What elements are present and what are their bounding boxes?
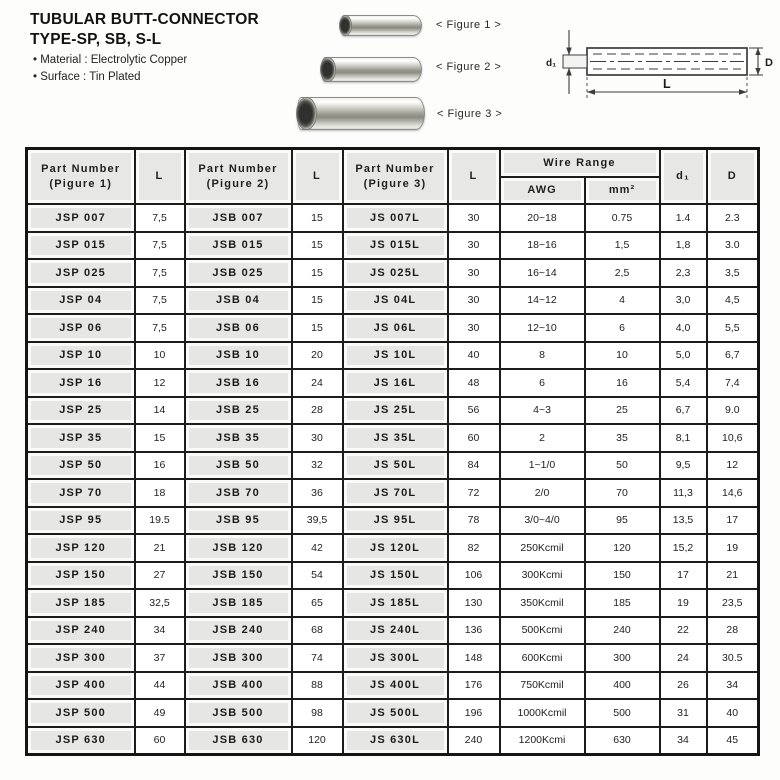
part-number-cell: JSP 06 <box>27 314 135 342</box>
value-cell: 34 <box>707 672 759 700</box>
value-cell: 12 <box>135 369 185 397</box>
value-cell: 19.5 <box>135 507 185 535</box>
tube-photo-figure3 <box>297 97 425 130</box>
value-cell: 22 <box>660 617 707 645</box>
value-cell: 2 <box>500 424 585 452</box>
table-row <box>27 479 759 507</box>
value-cell: 5,5 <box>707 314 759 342</box>
page-title-line1: TUBULAR BUTT-CONNECTOR <box>30 11 259 28</box>
value-cell: 3.0 <box>707 232 759 260</box>
value-cell: 14 <box>135 397 185 425</box>
dimension-diagram <box>543 24 777 112</box>
value-cell: 250Kcmil <box>500 534 585 562</box>
value-cell: 300Kcmi <box>500 562 585 590</box>
col-header-length-fig2: L <box>292 149 343 205</box>
table-row <box>27 644 759 672</box>
value-cell: 500 <box>585 699 660 727</box>
value-cell: 350Kcmil <box>500 589 585 617</box>
part-number-cell: JSB 240 <box>185 617 292 645</box>
part-number-cell: JSP 25 <box>27 397 135 425</box>
table-row <box>27 617 759 645</box>
tube-bore-icon <box>320 57 336 82</box>
value-cell: 39,5 <box>292 507 343 535</box>
value-cell: 400 <box>585 672 660 700</box>
part-number-cell: JS 007L <box>343 204 448 232</box>
table-row <box>27 672 759 700</box>
diagram-D-label: D <box>765 57 773 69</box>
part-number-cell: JSB 06 <box>185 314 292 342</box>
tube-bore-icon <box>339 15 352 36</box>
part-number-cell: JS 300L <box>343 644 448 672</box>
part-number-cell: JSP 95 <box>27 507 135 535</box>
part-number-cell: JSP 10 <box>27 342 135 370</box>
table-row <box>27 589 759 617</box>
value-cell: 50 <box>585 452 660 480</box>
value-cell: 7,5 <box>135 314 185 342</box>
value-cell: 37 <box>135 644 185 672</box>
part-number-cell: JS 025L <box>343 259 448 287</box>
value-cell: 42 <box>292 534 343 562</box>
value-cell: 15 <box>135 424 185 452</box>
value-cell: 16 <box>585 369 660 397</box>
value-cell: 6 <box>500 369 585 397</box>
tube-photo-figure2 <box>321 57 422 82</box>
value-cell: 1~1/0 <box>500 452 585 480</box>
value-cell: 11,3 <box>660 479 707 507</box>
figure3-label: < Figure 3 > <box>437 108 503 120</box>
value-cell: 60 <box>135 727 185 755</box>
value-cell: 31 <box>660 699 707 727</box>
part-number-cell: JSP 630 <box>27 727 135 755</box>
value-cell: 45 <box>707 727 759 755</box>
value-cell: 17 <box>707 507 759 535</box>
value-cell: 44 <box>135 672 185 700</box>
value-cell: 70 <box>585 479 660 507</box>
value-cell: 7,5 <box>135 232 185 260</box>
value-cell: 16 <box>135 452 185 480</box>
value-cell: 32,5 <box>135 589 185 617</box>
value-cell: 15 <box>292 287 343 315</box>
value-cell: 12 <box>707 452 759 480</box>
value-cell: 30 <box>292 424 343 452</box>
value-cell: 3,0 <box>660 287 707 315</box>
diagram-d1-label: d₁ <box>546 58 557 69</box>
value-cell: 21 <box>707 562 759 590</box>
value-cell: 18 <box>135 479 185 507</box>
part-number-cell: JS 95L <box>343 507 448 535</box>
page-title <box>30 10 259 50</box>
value-cell: 65 <box>292 589 343 617</box>
value-cell: 0.75 <box>585 204 660 232</box>
value-cell: 2/0 <box>500 479 585 507</box>
value-cell: 300 <box>585 644 660 672</box>
table-header <box>27 149 759 205</box>
value-cell: 7,5 <box>135 204 185 232</box>
part-number-cell: JS 185L <box>343 589 448 617</box>
part-number-cell: JSB 04 <box>185 287 292 315</box>
value-cell: 30 <box>448 314 500 342</box>
tube-bore-icon <box>296 97 317 130</box>
value-cell: 630 <box>585 727 660 755</box>
value-cell: 20~18 <box>500 204 585 232</box>
table-row <box>27 534 759 562</box>
value-cell: 176 <box>448 672 500 700</box>
part-number-cell: JSP 150 <box>27 562 135 590</box>
value-cell: 15 <box>292 204 343 232</box>
part-number-cell: JSP 50 <box>27 452 135 480</box>
value-cell: 34 <box>135 617 185 645</box>
table-row <box>27 314 759 342</box>
part-number-cell: JSB 150 <box>185 562 292 590</box>
value-cell: 28 <box>292 397 343 425</box>
value-cell: 2,3 <box>660 259 707 287</box>
part-number-cell: JSB 025 <box>185 259 292 287</box>
part-number-cell: JSB 50 <box>185 452 292 480</box>
col-header-wire-range: Wire Range <box>500 149 660 178</box>
value-cell: 30.5 <box>707 644 759 672</box>
part-number-cell: JSB 630 <box>185 727 292 755</box>
part-number-cell: JS 10L <box>343 342 448 370</box>
diagram-L-label: L <box>663 77 671 91</box>
value-cell: 17 <box>660 562 707 590</box>
value-cell: 23,5 <box>707 589 759 617</box>
value-cell: 34 <box>660 727 707 755</box>
part-number-cell: JSP 240 <box>27 617 135 645</box>
part-number-cell: JSP 185 <box>27 589 135 617</box>
value-cell: 9,5 <box>660 452 707 480</box>
part-number-cell: JSP 04 <box>27 287 135 315</box>
part-number-cell: JS 50L <box>343 452 448 480</box>
value-cell: 2.3 <box>707 204 759 232</box>
value-cell: 6 <box>585 314 660 342</box>
value-cell: 16~14 <box>500 259 585 287</box>
value-cell: 240 <box>585 617 660 645</box>
value-cell: 4,5 <box>707 287 759 315</box>
value-cell: 19 <box>660 589 707 617</box>
value-cell: 9.0 <box>707 397 759 425</box>
value-cell: 21 <box>135 534 185 562</box>
part-number-cell: JSB 500 <box>185 699 292 727</box>
part-number-cell: JSB 300 <box>185 644 292 672</box>
figure1-label: < Figure 1 > <box>436 19 502 31</box>
part-number-cell: JSB 120 <box>185 534 292 562</box>
col-header-mm2: mm² <box>585 177 660 204</box>
value-cell: 1000Kcmil <box>500 699 585 727</box>
part-number-cell: JSP 16 <box>27 369 135 397</box>
part-number-cell: JSB 015 <box>185 232 292 260</box>
value-cell: 500Kcmi <box>500 617 585 645</box>
part-number-cell: JSB 35 <box>185 424 292 452</box>
col-header-length-fig1: L <box>135 149 185 205</box>
part-number-cell: JSP 400 <box>27 672 135 700</box>
part-number-cell: JSB 007 <box>185 204 292 232</box>
value-cell: 60 <box>448 424 500 452</box>
value-cell: 4,0 <box>660 314 707 342</box>
value-cell: 30 <box>448 204 500 232</box>
value-cell: 30 <box>448 287 500 315</box>
value-cell: 40 <box>448 342 500 370</box>
table-row <box>27 452 759 480</box>
value-cell: 2,5 <box>585 259 660 287</box>
part-number-cell: JSP 007 <box>27 204 135 232</box>
value-cell: 84 <box>448 452 500 480</box>
part-number-cell: JSB 95 <box>185 507 292 535</box>
spec-table <box>25 147 760 756</box>
value-cell: 136 <box>448 617 500 645</box>
value-cell: 10 <box>135 342 185 370</box>
part-number-cell: JSB 10 <box>185 342 292 370</box>
value-cell: 120 <box>585 534 660 562</box>
part-number-cell: JS 04L <box>343 287 448 315</box>
table-row <box>27 369 759 397</box>
value-cell: 88 <box>292 672 343 700</box>
table-row <box>27 259 759 287</box>
table-row <box>27 562 759 590</box>
part-number-cell: JSP 35 <box>27 424 135 452</box>
value-cell: 8,1 <box>660 424 707 452</box>
part-number-cell: JSB 16 <box>185 369 292 397</box>
value-cell: 12~10 <box>500 314 585 342</box>
col-header-awg: AWG <box>500 177 585 204</box>
value-cell: 1,5 <box>585 232 660 260</box>
part-number-cell: JS 150L <box>343 562 448 590</box>
value-cell: 1200Kcmi <box>500 727 585 755</box>
value-cell: 10 <box>585 342 660 370</box>
value-cell: 10,6 <box>707 424 759 452</box>
value-cell: 1.4 <box>660 204 707 232</box>
part-number-cell: JSB 400 <box>185 672 292 700</box>
part-number-cell: JSB 25 <box>185 397 292 425</box>
value-cell: 95 <box>585 507 660 535</box>
value-cell: 106 <box>448 562 500 590</box>
value-cell: 35 <box>585 424 660 452</box>
part-number-cell: JSB 70 <box>185 479 292 507</box>
value-cell: 15 <box>292 314 343 342</box>
value-cell: 78 <box>448 507 500 535</box>
value-cell: 18~16 <box>500 232 585 260</box>
value-cell: 49 <box>135 699 185 727</box>
value-cell: 68 <box>292 617 343 645</box>
value-cell: 19 <box>707 534 759 562</box>
value-cell: 15 <box>292 232 343 260</box>
value-cell: 8 <box>500 342 585 370</box>
part-number-cell: JS 70L <box>343 479 448 507</box>
value-cell: 24 <box>292 369 343 397</box>
part-number-cell: JS 630L <box>343 727 448 755</box>
part-number-cell: JS 120L <box>343 534 448 562</box>
value-cell: 6,7 <box>660 397 707 425</box>
part-number-cell: JSP 025 <box>27 259 135 287</box>
table-row <box>27 232 759 260</box>
value-cell: 32 <box>292 452 343 480</box>
value-cell: 20 <box>292 342 343 370</box>
value-cell: 13,5 <box>660 507 707 535</box>
part-number-cell: JSP 500 <box>27 699 135 727</box>
value-cell: 28 <box>707 617 759 645</box>
part-number-cell: JSB 185 <box>185 589 292 617</box>
value-cell: 40 <box>707 699 759 727</box>
value-cell: 4~3 <box>500 397 585 425</box>
part-number-cell: JSP 120 <box>27 534 135 562</box>
col-header-part-number-fig1: Part Number (Pigure 1) <box>27 149 135 205</box>
part-number-cell: JSP 70 <box>27 479 135 507</box>
value-cell: 6,7 <box>707 342 759 370</box>
value-cell: 185 <box>585 589 660 617</box>
value-cell: 130 <box>448 589 500 617</box>
value-cell: 600Kcmi <box>500 644 585 672</box>
table-row <box>27 699 759 727</box>
value-cell: 148 <box>448 644 500 672</box>
value-cell: 240 <box>448 727 500 755</box>
value-cell: 15 <box>292 259 343 287</box>
value-cell: 3/0~4/0 <box>500 507 585 535</box>
value-cell: 150 <box>585 562 660 590</box>
value-cell: 25 <box>585 397 660 425</box>
value-cell: 7,5 <box>135 287 185 315</box>
part-number-cell: JSP 300 <box>27 644 135 672</box>
table-row <box>27 287 759 315</box>
value-cell: 7,5 <box>135 259 185 287</box>
col-header-part-number-fig3: Part Number (Pigure 3) <box>343 149 448 205</box>
col-header-length-fig3: L <box>448 149 500 205</box>
table-row <box>27 204 759 232</box>
value-cell: 3,5 <box>707 259 759 287</box>
value-cell: 7,4 <box>707 369 759 397</box>
part-number-cell: JS 35L <box>343 424 448 452</box>
part-number-cell: JS 25L <box>343 397 448 425</box>
table-row <box>27 727 759 755</box>
material-bullet: • Material : Electrolytic Copper <box>33 54 188 66</box>
value-cell: 74 <box>292 644 343 672</box>
value-cell: 26 <box>660 672 707 700</box>
tube-photo-figure1 <box>340 15 422 36</box>
spec-bullets <box>33 52 187 87</box>
value-cell: 56 <box>448 397 500 425</box>
part-number-cell: JS 16L <box>343 369 448 397</box>
value-cell: 14,6 <box>707 479 759 507</box>
value-cell: 14~12 <box>500 287 585 315</box>
part-number-cell: JS 240L <box>343 617 448 645</box>
surface-bullet: • Surface : Tin Plated <box>33 71 141 84</box>
col-header-part-number-fig2: Part Number (Pigure 2) <box>185 149 292 205</box>
value-cell: 24 <box>660 644 707 672</box>
table-body <box>27 204 759 755</box>
value-cell: 120 <box>292 727 343 755</box>
value-cell: 30 <box>448 232 500 260</box>
value-cell: 54 <box>292 562 343 590</box>
value-cell: 48 <box>448 369 500 397</box>
part-number-cell: JS 400L <box>343 672 448 700</box>
value-cell: 1,8 <box>660 232 707 260</box>
value-cell: 5,0 <box>660 342 707 370</box>
value-cell: 15,2 <box>660 534 707 562</box>
table-row <box>27 424 759 452</box>
value-cell: 4 <box>585 287 660 315</box>
part-number-cell: JS 06L <box>343 314 448 342</box>
part-number-cell: JS 500L <box>343 699 448 727</box>
part-number-cell: JSP 015 <box>27 232 135 260</box>
part-number-cell: JS 015L <box>343 232 448 260</box>
table-row <box>27 342 759 370</box>
col-header-inner-diameter: d₁ <box>660 149 707 205</box>
value-cell: 36 <box>292 479 343 507</box>
value-cell: 72 <box>448 479 500 507</box>
col-header-outer-diameter: D <box>707 149 759 205</box>
page-title-line2: TYPE-SP, SB, S-L <box>30 30 162 48</box>
value-cell: 30 <box>448 259 500 287</box>
figure2-label: < Figure 2 > <box>436 61 502 73</box>
value-cell: 750Kcmil <box>500 672 585 700</box>
value-cell: 196 <box>448 699 500 727</box>
table-row <box>27 507 759 535</box>
value-cell: 82 <box>448 534 500 562</box>
value-cell: 27 <box>135 562 185 590</box>
table-row <box>27 397 759 425</box>
value-cell: 5,4 <box>660 369 707 397</box>
value-cell: 98 <box>292 699 343 727</box>
